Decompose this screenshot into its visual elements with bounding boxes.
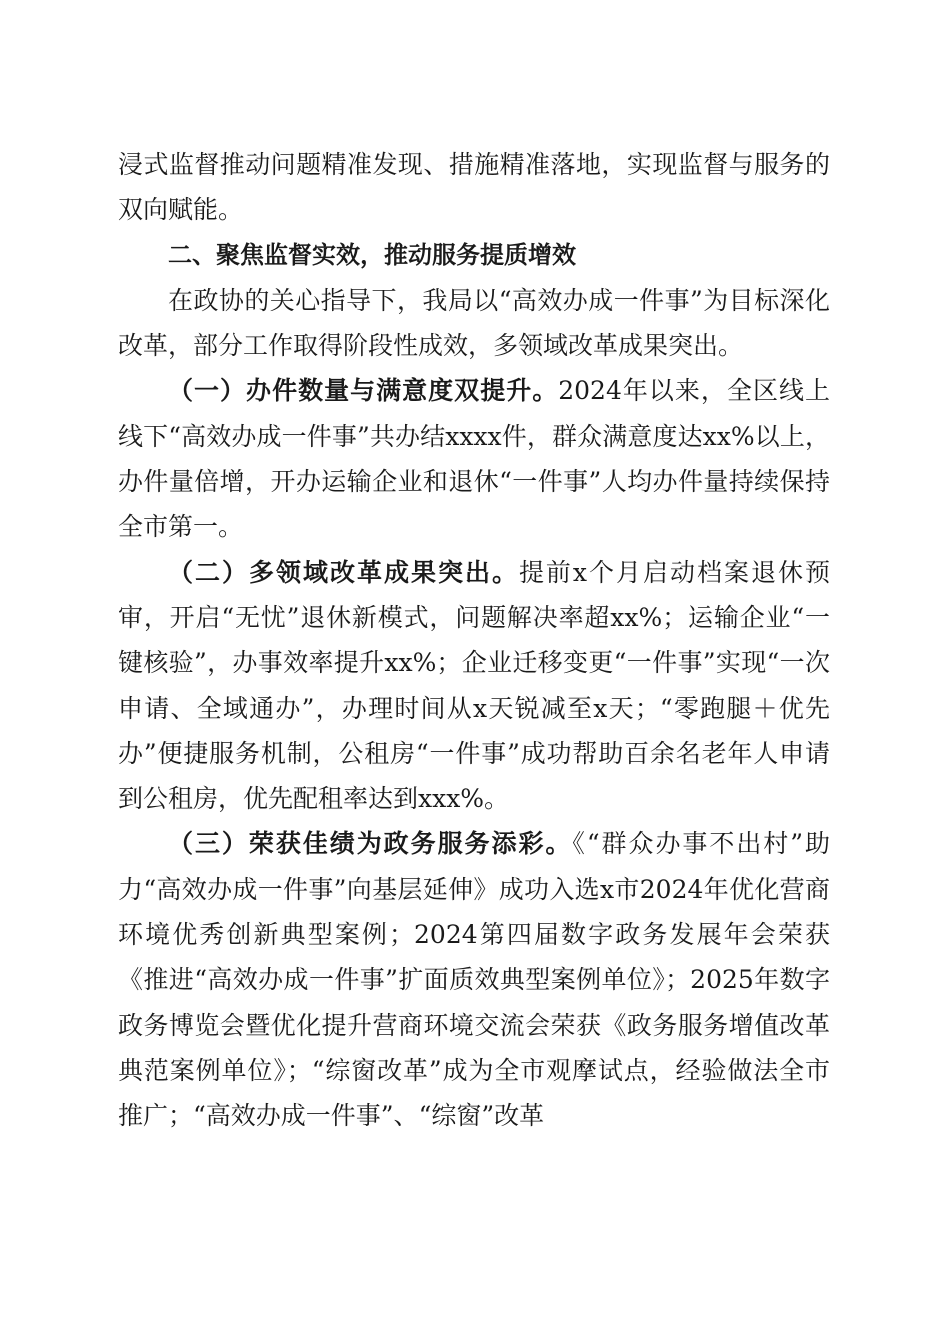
paragraph-intro [118,278,830,369]
subheading-lead: （三）荣获佳绩为政务服务添彩。 [168,829,573,859]
paragraph-item-1 [118,368,830,549]
paragraph-text: 在政协的关心指导下，我局以“高效办成一件事”为目标深化改革，部分工作取得阶段性成效，多领域改革成果突出。 [118,285,830,361]
section-heading-text: 二、聚焦监督实效，推动服务提质增效 [168,240,576,269]
paragraph-text: 2024年以来，全区线上线下“高效办成一件事”共办结xxxx件，群众满意度达xx%以上，办件量倍增，开办运输企业和退休“一件事”人均办件量持续保持全市第一。 [118,376,830,542]
subheading-lead: （一）办件数量与满意度双提升。 [168,376,559,406]
document-body [118,142,830,1139]
section-heading [118,233,830,278]
subheading-lead: （二）多领域改革成果突出。 [168,557,519,587]
paragraph-continuation [118,142,830,233]
paragraph-item-2 [118,550,830,822]
paragraph-text: 《“群众办事不出村”助力“高效办成一件事”向基层延伸》成功入选x市2024年优化营商环境优秀创新典型案例；2024第四届数字政务发展年会荣获《推进“高效办成一件事”扩面质效典型案例单位》；2025年数字政务博览会暨优化提升营商环境交流会荣获《政务服务增值改革典范案例单位》；“综窗改革”成为全市观摩试点，经验做法全市推广；“高效办成一件事”、“综窗”改革 [118,829,830,1131]
paragraph-text: 浸式监督推动问题精准发现、措施精准落地，实现监督与服务的双向赋能。 [118,150,830,225]
paragraph-text: 提前x个月启动档案退休预审，开启“无忧”退休新模式，问题解决率超xx%；运输企业“一键核验”，办事效率提升xx%；企业迁移变更“一件事”实现“一次申请、全域通办”，办理时间从x天锐减至x天；“零跑腿＋优先办”便捷服务机制，公租房“一件事”成功帮助百余名老年人申请到公租房，优先配租率达到xxx%。 [118,557,830,814]
paragraph-item-3 [118,821,830,1138]
